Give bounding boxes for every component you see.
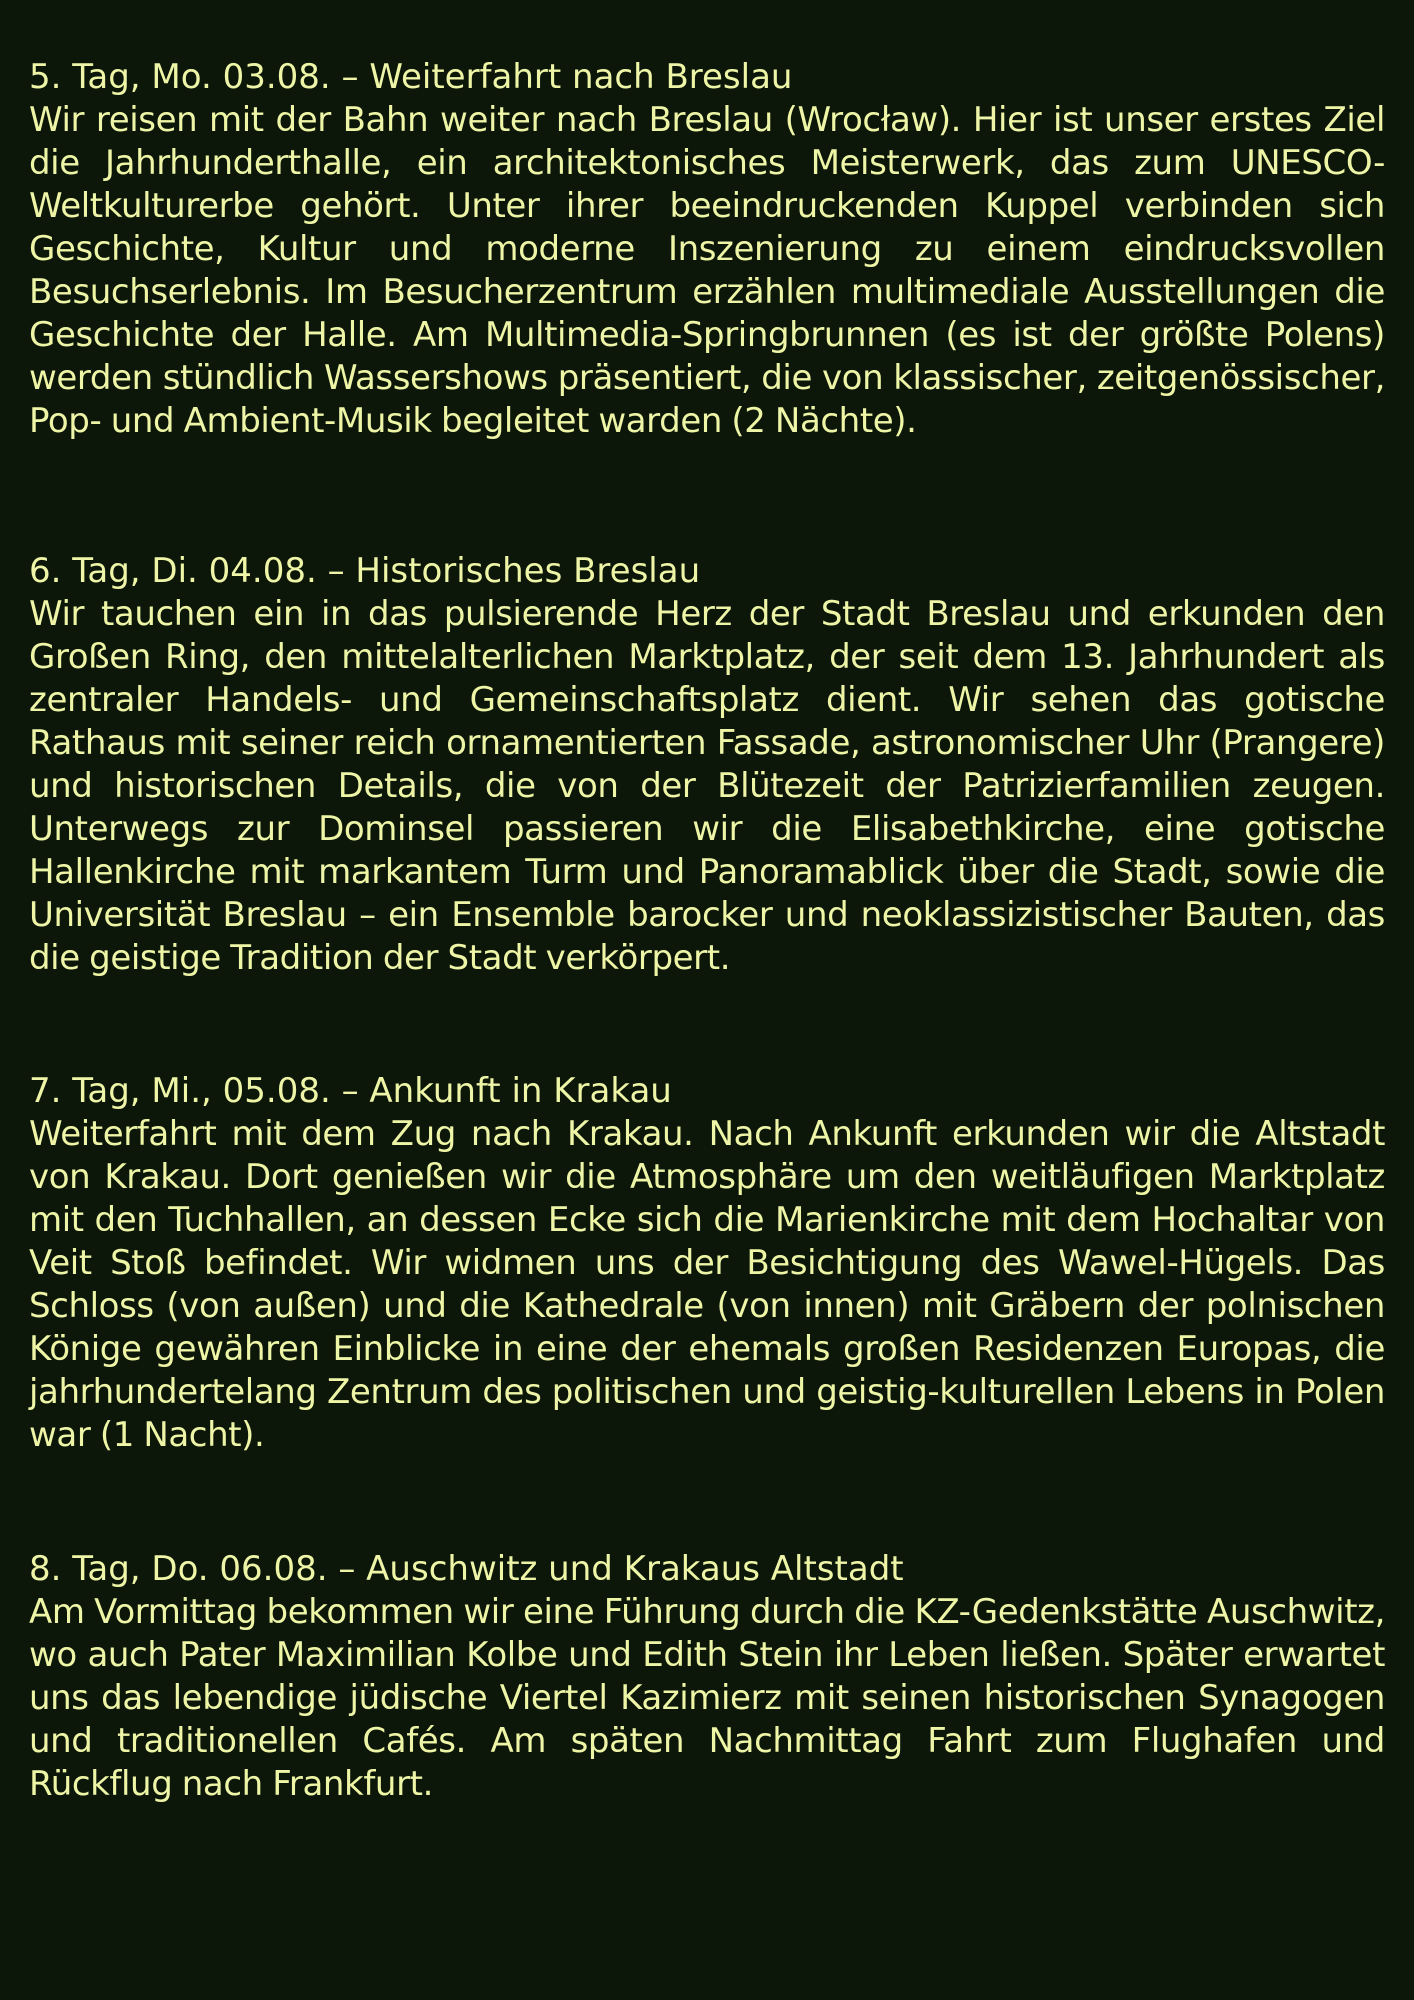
day-section-6 [29, 550, 1385, 980]
day-description: Wir tauchen ein in das pulsierende Herz der Stadt Breslau und erkunden den Großen Ring, den mittelalterlichen Marktplatz, der seit dem 13. Jahrhundert als zentraler Handels- und Gemeinschaftsplatz dient. Wir sehen das gotische Rathaus mit seiner reich ornamentierten Fassade, astronomischer Uhr (Prangere) und historischen Details, die von der Blütezeit der Patrizierfamilien zeugen. Unterwegs zur Dominsel passieren wir die Elisabethkirche, eine gotische Hallenkirche mit markantem Turm und Panoramablick über die Stadt, sowie die Universität Breslau – ein Ensemble barocker und neoklassizistischer Bauten, das die geistige Tradition der Stadt verkörpert. [29, 594, 1385, 978]
day-description: Weiterfahrt mit dem Zug nach Krakau. Nach Ankunft erkunden wir die Altstadt von Krakau. Dort genießen wir die Atmosphäre um den weitläufigen Marktplatz mit den Tuchhallen, an dessen Ecke sich die Marienkirche mit dem Hochaltar von Veit Stoß befindet. Wir widmen uns der Besichtigung des Wawel-Hügels. Das Schloss (von außen) und die Kathedrale (von innen) mit Gräbern der polnischen Könige gewähren Einblicke in eine der ehemals großen Residenzen Europas, die jahrhundertelang Zentrum des politischen und geistig-kulturellen Lebens in Polen war (1 Nacht). [29, 1114, 1385, 1455]
day-title: 7. Tag, Mi., 05.08. – Ankunft in Krakau [29, 1071, 672, 1111]
day-section-8 [29, 1548, 1385, 1806]
day-title: 8. Tag, Do. 06.08. – Auschwitz und Krakaus Altstadt [29, 1549, 904, 1589]
day-section-5 [29, 56, 1385, 443]
day-section-7 [29, 1070, 1385, 1457]
day-description: Am Vormittag bekommen wir eine Führung durch die KZ-Gedenkstätte Auschwitz, wo auch Pater Maximilian Kolbe und Edith Stein ihr Leben ließen. Später erwartet uns das lebendige jüdische Viertel Kazimierz mit seinen historischen Synagogen und traditionellen Cafés. Am späten Nachmittag Fahrt zum Flughafen und Rückflug nach Frankfurt. [29, 1592, 1385, 1804]
day-title: 5. Tag, Mo. 03.08. – Weiterfahrt nach Breslau [29, 57, 793, 97]
day-title: 6. Tag, Di. 04.08. – Historisches Breslau [29, 551, 701, 591]
day-description: Wir reisen mit der Bahn weiter nach Breslau (Wrocław). Hier ist unser erstes Ziel die Jahrhunderthalle, ein architektonisches Meisterwerk, das zum UNESCO-Weltkulturerbe gehört. Unter ihrer beeindruckenden Kuppel verbinden sich Geschichte, Kultur und moderne Inszenierung zu einem eindrucksvollen Besuchserlebnis. Im Besucherzentrum erzählen multimediale Ausstellungen die Geschichte der Halle. Am Multimedia-Springbrunnen (es ist der größte Polens) werden stündlich Wassershows präsentiert, die von klassischer, zeitgenössischer, Pop- und Ambient-Musik begleitet warden (2 Nächte). [29, 100, 1385, 441]
